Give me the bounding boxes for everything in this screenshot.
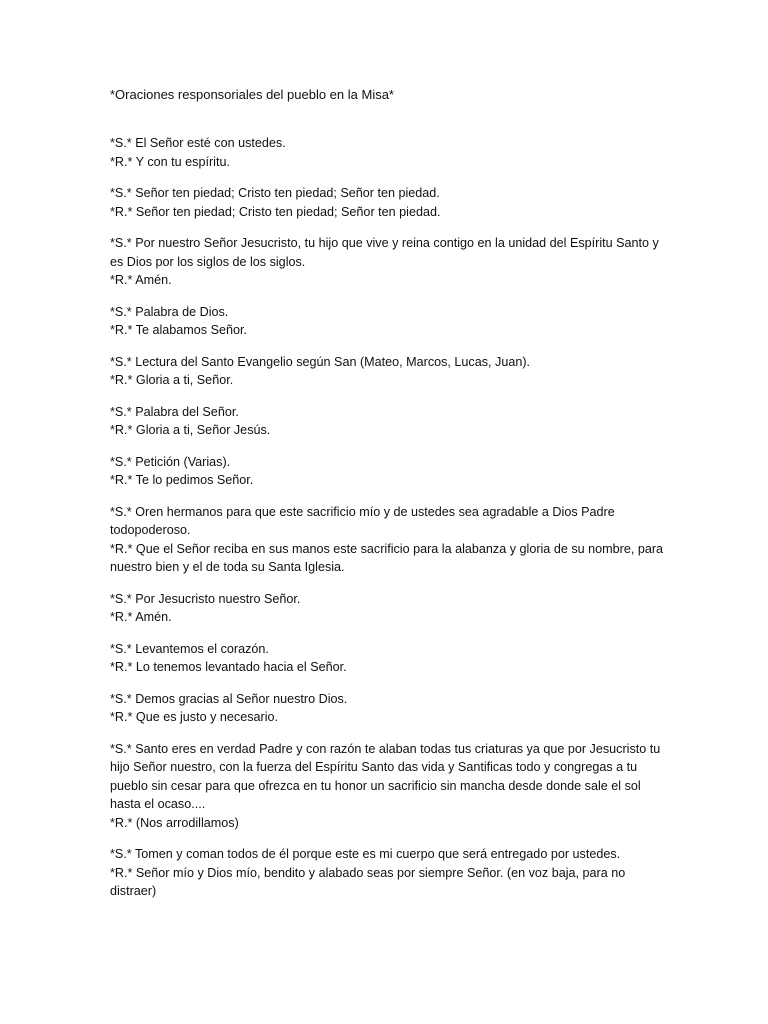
- response-line: *R.* Te lo pedimos Señor.: [110, 473, 254, 487]
- celebrant-line: *S.* Palabra de Dios.: [110, 304, 229, 319]
- response-line: *R.* Gloria a ti, Señor Jesús.: [110, 423, 271, 437]
- response-line: *R.* Amén.: [110, 273, 172, 287]
- response-line: *R.* Amén.: [110, 610, 172, 624]
- response-line: *R.* Te alabamos Señor.: [110, 323, 247, 337]
- response-line: *R.* Y con tu espíritu.: [110, 154, 230, 169]
- celebrant-line: *S.* Levantemos el corazón.: [110, 641, 269, 656]
- document-title: *Oraciones responsoriales del pueblo en la Misa*: [110, 87, 394, 102]
- document-page: [110, 86, 670, 914]
- celebrant-line: *S.* Palabra del Señor.: [110, 404, 239, 419]
- response-line: *R.* Señor ten piedad; Cristo ten piedad; Señor ten piedad.: [110, 204, 441, 219]
- prayer-block: [110, 845, 670, 901]
- celebrant-line: *S.* Oren hermanos para que este sacrificio mío y de ustedes sea agradable a Dios Padre todopoderoso.: [110, 504, 615, 537]
- celebrant-line: *S.* Lectura del Santo Evangelio según San (Mateo, Marcos, Lucas, Juan).: [110, 354, 531, 369]
- prayer-block: [110, 303, 670, 340]
- celebrant-line: *S.* Demos gracias al Señor nuestro Dios.: [110, 691, 348, 706]
- celebrant-line: *S.* Tomen y coman todos de él porque este es mi cuerpo que será entregado por ustedes.: [110, 847, 621, 861]
- prayer-block: [110, 640, 670, 677]
- response-line: *R.* Señor mío y Dios mío, bendito y alabado seas por siempre Señor. (en voz baja, para no distraer): [110, 865, 626, 898]
- response-line: *R.* Gloria a ti, Señor.: [110, 373, 234, 387]
- prayer-block: [110, 134, 670, 171]
- response-line: *R.* (Nos arrodillamos): [110, 815, 239, 830]
- celebrant-line: *S.* Señor ten piedad; Cristo ten piedad; Señor ten piedad.: [110, 186, 440, 200]
- prayer-block: [110, 353, 670, 390]
- prayer-block: [110, 184, 670, 221]
- response-line: *R.* Que el Señor reciba en sus manos este sacrificio para la alabanza y gloria de su nombre, para nuestro bien y el de toda su Santa Iglesia.: [110, 541, 664, 574]
- prayer-block: [110, 590, 670, 627]
- celebrant-line: *S.* Por nuestro Señor Jesucristo, tu hijo que vive y reina contigo en la unidad del Espíritu Santo y es Dios por los siglos de los siglos.: [110, 236, 659, 269]
- celebrant-line: *S.* Por Jesucristo nuestro Señor.: [110, 591, 301, 606]
- celebrant-line: *S.* Santo eres en verdad Padre y con razón te alaban todas tus criaturas ya que por Jesucristo tu hijo Señor nuestro, con la fuerza del Espíritu Santo das vida y Santificas todo y congregas a tu pueblo sin cesar para que ofrezca en tu honor un sacrificio sin mancha desde donde sale el sol hasta el ocaso....: [110, 741, 661, 811]
- prayer-block: [110, 740, 670, 833]
- response-line: *R.* Lo tenemos levantado hacia el Señor.: [110, 660, 347, 674]
- prayer-block: [110, 453, 670, 490]
- prayer-block: [110, 234, 670, 290]
- prayer-block: [110, 403, 670, 440]
- celebrant-line: *S.* Petición (Varias).: [110, 454, 231, 469]
- celebrant-line: *S.* El Señor esté con ustedes.: [110, 136, 286, 150]
- response-line: *R.* Que es justo y necesario.: [110, 710, 278, 724]
- prayer-block: [110, 503, 670, 577]
- prayer-block: [110, 690, 670, 727]
